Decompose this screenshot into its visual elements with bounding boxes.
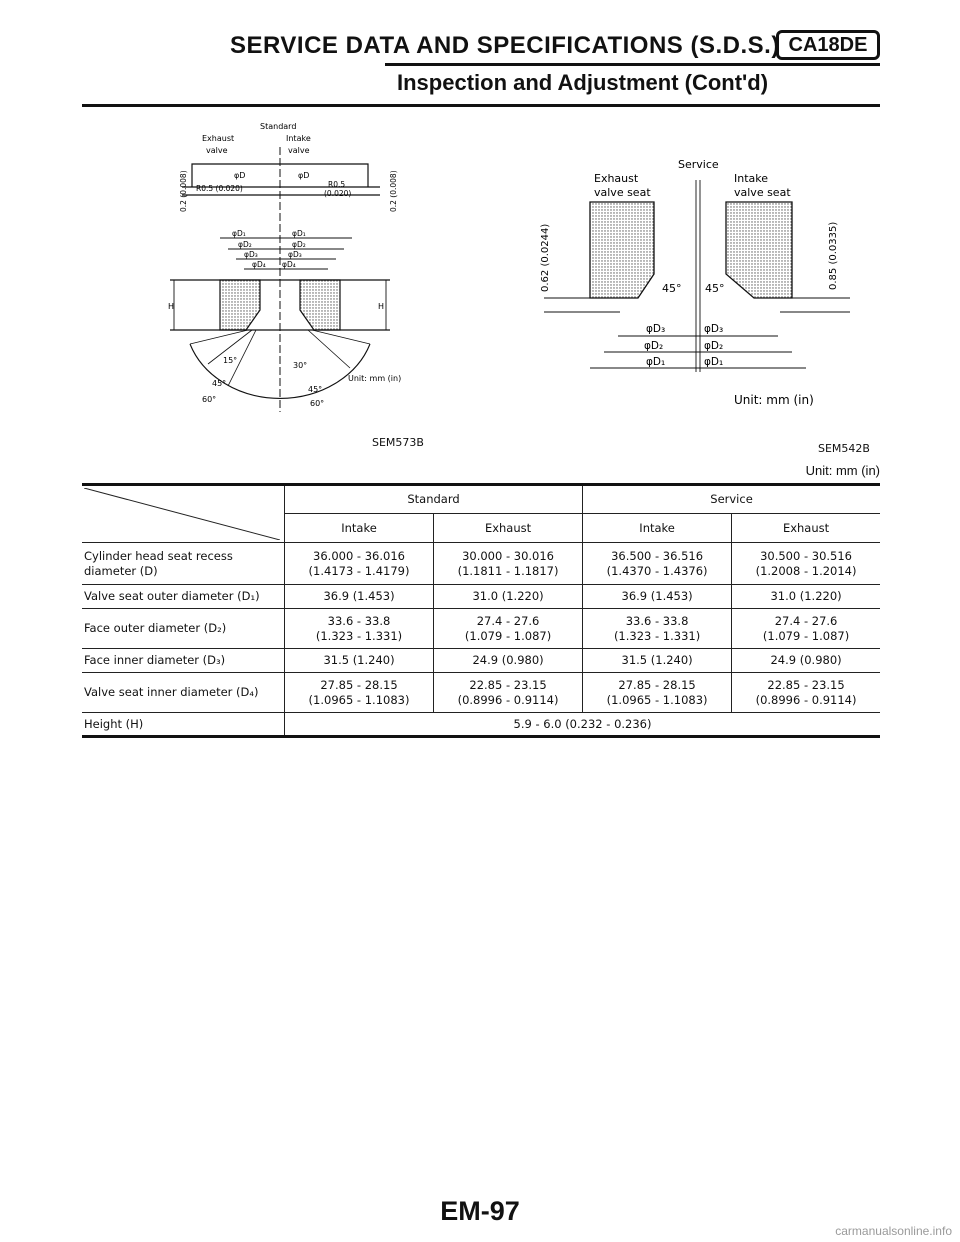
label-d2-int: φD₂ bbox=[292, 240, 306, 249]
section-rule bbox=[82, 104, 880, 107]
label-d1-int-service: φD₁ bbox=[704, 356, 724, 368]
label-d2-exh: φD₂ bbox=[238, 240, 252, 249]
row-label: Height (H) bbox=[82, 713, 285, 737]
label-unit-right: Unit: mm (in) bbox=[734, 393, 814, 407]
label-d2-int-service: φD₂ bbox=[704, 340, 724, 352]
row-label: Face outer diameter (D₂) bbox=[82, 609, 285, 649]
cell: 22.85 - 23.15 (0.8996 - 0.9114) bbox=[732, 673, 880, 713]
label-angle-15: 15° bbox=[223, 356, 238, 365]
col-standard-exhaust: Exhaust bbox=[434, 514, 583, 543]
label-phi-d-exh: φD bbox=[234, 171, 246, 180]
label-d3-int: φD₃ bbox=[288, 250, 302, 259]
page-subtitle: Inspection and Adjustment (Cont'd) bbox=[397, 70, 769, 95]
table-header-standard: Standard bbox=[285, 485, 583, 514]
cell: 22.85 - 23.15 (0.8996 - 0.9114) bbox=[434, 673, 583, 713]
label-valve-int: valve bbox=[288, 146, 310, 155]
label-valve-exh: valve bbox=[206, 146, 228, 155]
valve-seat-spec-table bbox=[82, 483, 880, 738]
figure-code-left: SEM573B bbox=[372, 436, 424, 449]
label-exhaust-seat: Exhaust bbox=[594, 172, 639, 185]
label-d1-exh-service: φD₁ bbox=[646, 356, 666, 368]
label-angle-60-left: 60° bbox=[202, 395, 217, 404]
cell: 36.9 (1.453) bbox=[583, 585, 732, 609]
label-d3-exh-service: φD₃ bbox=[646, 323, 666, 335]
table-row bbox=[82, 673, 880, 713]
row-label: Valve seat outer diameter (D₁) bbox=[82, 585, 285, 609]
label-angle-30: 30° bbox=[293, 361, 308, 370]
label-d3-int-service: φD₃ bbox=[704, 323, 724, 335]
row-label: Valve seat inner diameter (D₄) bbox=[82, 673, 285, 713]
cell: 27.4 - 27.6 (1.079 - 1.087) bbox=[434, 609, 583, 649]
page-title: SERVICE DATA AND SPECIFICATIONS (S.D.S.) bbox=[230, 32, 780, 59]
page-number: EM-97 bbox=[440, 1196, 520, 1226]
cell: 33.6 - 33.8 (1.323 - 1.331) bbox=[285, 609, 434, 649]
label-h-right: H bbox=[378, 302, 385, 311]
label-r-right: R0.5 bbox=[328, 180, 346, 189]
watermark: carmanualsonline.info bbox=[835, 1224, 952, 1238]
label-r-right2: (0.020) bbox=[324, 189, 352, 198]
label-phi-d-int: φD bbox=[298, 171, 310, 180]
col-service-exhaust: Exhaust bbox=[732, 514, 880, 543]
label-d1-exh: φD₁ bbox=[232, 229, 246, 238]
label-d4-int: φD₄ bbox=[282, 260, 296, 269]
cell: 27.85 - 28.15 (1.0965 - 1.1083) bbox=[583, 673, 732, 713]
row-label: Face inner diameter (D₃) bbox=[82, 649, 285, 673]
label-angle-exh: 45° bbox=[662, 282, 682, 295]
label-service: Service bbox=[678, 158, 719, 171]
table-row bbox=[82, 609, 880, 649]
header-rule bbox=[385, 63, 880, 66]
table-header-group-row bbox=[82, 485, 880, 514]
cell: 27.85 - 28.15 (1.0965 - 1.1083) bbox=[285, 673, 434, 713]
label-dim-left: 0.2 (0.008) bbox=[179, 170, 188, 212]
label-d4-exh: φD₄ bbox=[252, 260, 266, 269]
table-header-service: Service bbox=[583, 485, 880, 514]
table-row bbox=[82, 713, 880, 737]
cell: 31.0 (1.220) bbox=[732, 585, 880, 609]
label-dim-right: 0.2 (0.008) bbox=[389, 170, 398, 212]
cell: 36.000 - 36.016 (1.4173 - 1.4179) bbox=[285, 543, 434, 585]
label-r-left: R0.5 (0.020) bbox=[196, 184, 243, 193]
cell-height-span: 5.9 - 6.0 (0.232 - 0.236) bbox=[285, 713, 881, 737]
label-d2-exh-service: φD₂ bbox=[644, 340, 664, 352]
label-dim-right-int: 0.85 (0.0335) bbox=[828, 221, 839, 290]
col-service-intake: Intake bbox=[583, 514, 732, 543]
label-d1-int: φD₁ bbox=[292, 229, 306, 238]
figure-code-right: SEM542B bbox=[818, 442, 870, 455]
label-exhaust-valve-seat: valve seat bbox=[594, 186, 651, 199]
label-angle-int: 45° bbox=[705, 282, 725, 295]
label-exhaust: Exhaust bbox=[202, 134, 235, 143]
table-row bbox=[82, 649, 880, 673]
engine-badge: CA18DE bbox=[776, 30, 880, 60]
label-angle-45-left: 45° bbox=[212, 379, 227, 388]
label-intake-seat: Intake bbox=[734, 172, 769, 185]
label-intake: Intake bbox=[286, 134, 311, 143]
cell: 27.4 - 27.6 (1.079 - 1.087) bbox=[732, 609, 880, 649]
cell: 30.500 - 30.516 (1.2008 - 1.2014) bbox=[732, 543, 880, 585]
label-unit-left: Unit: mm (in) bbox=[348, 374, 402, 383]
table-corner-cell bbox=[82, 485, 285, 543]
label-standard: Standard bbox=[260, 122, 297, 131]
table-row bbox=[82, 543, 880, 585]
label-angle-45-right: 45° bbox=[308, 385, 323, 394]
corner-diagonal bbox=[84, 488, 280, 540]
table-row bbox=[82, 585, 880, 609]
cell: 31.0 (1.220) bbox=[434, 585, 583, 609]
label-h-left: H bbox=[168, 302, 175, 311]
cell: 36.9 (1.453) bbox=[285, 585, 434, 609]
label-angle-60-right: 60° bbox=[310, 399, 325, 408]
cell: 24.9 (0.980) bbox=[732, 649, 880, 673]
service-valve-seat-diagram bbox=[520, 152, 880, 412]
cell: 30.000 - 30.016 (1.1811 - 1.1817) bbox=[434, 543, 583, 585]
standard-valve-seat-diagram bbox=[150, 112, 450, 422]
row-label: Cylinder head seat recess diameter (D) bbox=[82, 543, 285, 585]
table-unit: Unit: mm (in) bbox=[805, 463, 880, 478]
cell: 36.500 - 36.516 (1.4370 - 1.4376) bbox=[583, 543, 732, 585]
cell: 33.6 - 33.8 (1.323 - 1.331) bbox=[583, 609, 732, 649]
cell: 31.5 (1.240) bbox=[285, 649, 434, 673]
cell: 24.9 (0.980) bbox=[434, 649, 583, 673]
col-standard-intake: Intake bbox=[285, 514, 434, 543]
label-d3-exh: φD₃ bbox=[244, 250, 258, 259]
label-dim-right-exh: 0.62 (0.0244) bbox=[540, 223, 551, 292]
cell: 31.5 (1.240) bbox=[583, 649, 732, 673]
label-intake-valve-seat: valve seat bbox=[734, 186, 791, 199]
